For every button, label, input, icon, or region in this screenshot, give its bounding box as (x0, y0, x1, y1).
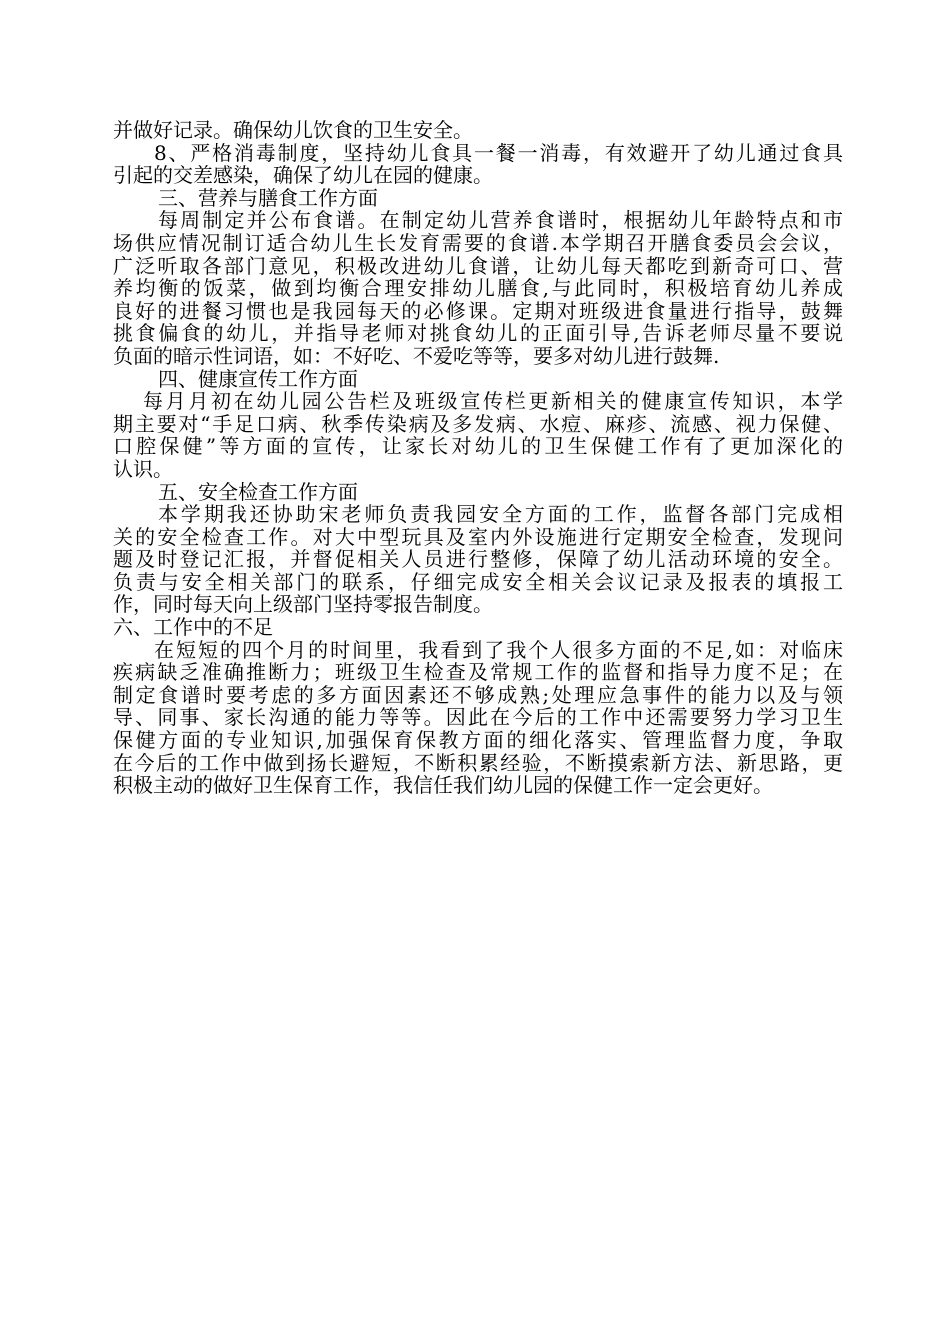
paragraph-line: 关的安全检查工作。对大中型玩具及室内外设施进行定期安全检查，发现问 (113, 525, 843, 549)
paragraph-line: 广泛听取各部门意见，积极改进幼儿食谱，让幼儿每天都吃到新奇可口、营 (113, 254, 843, 278)
paragraph-line: 养均衡的饭菜，做到均衡合理安排幼儿膳食,与此同时，积极培育幼儿养成 (113, 277, 843, 300)
paragraph-line: 导、同事、家长沟通的能力等等。因此在今后的工作中还需要努力学习卫生 (113, 706, 843, 730)
paragraph-line: 作，同时每天向上级部门坚持零报告制度。 (113, 593, 493, 617)
paragraph-line: 疾病缺乏准确推断力；班级卫生检查及常规工作的监督和指导力度不足；在 (113, 661, 843, 684)
paragraph-line: 负面的暗示性词语，如：不好吃、不爱吃等等，要多对幼儿进行鼓舞. (113, 344, 720, 368)
paragraph-line: 口腔保健”等方面的宣传，让家长对幼儿的卫生保健工作有了更加深化的 (113, 435, 843, 458)
paragraph-line: 在今后的工作中做到扬长避短，不断积累经验，不断摸索新方法、新思路，更 (113, 751, 843, 775)
paragraph-line: 每周制定并公布食谱。在制定幼儿营养食谱时，根据幼儿年龄特点和市 (158, 209, 843, 232)
paragraph-line: 引起的交差感染，确保了幼儿在园的健康。 (113, 164, 493, 187)
paragraph-line: 每月月初在幼儿园公告栏及班级宣传栏更新相关的健康宣传知识，本学 (143, 390, 843, 413)
paragraph-line: 本学期我还协助宋老师负责我园安全方面的工作，监督各部门完成相 (158, 503, 843, 526)
section-heading: 四、健康宣传工作方面 (158, 367, 358, 391)
paragraph-line: 在短短的四个月的时间里，我看到了我个人很多方面的不足,如：对临床 (154, 638, 843, 662)
paragraph-line: 认识。 (113, 457, 173, 481)
paragraph-line: 负责与安全相关部门的联系，仔细完成安全相关会议记录及报表的填报工 (113, 570, 843, 594)
section-heading: 五、安全检查工作方面 (158, 480, 358, 504)
paragraph-line: 挑食偏食的幼儿，并指导老师对挑食幼儿的正面引导,告诉老师尽量不要说 (113, 322, 843, 345)
paragraph-line: 8、严格消毒制度，坚持幼儿食具一餐一消毒，有效避开了幼儿通过食具 (154, 141, 843, 165)
section-heading: 三、营养与膳食工作方面 (158, 186, 378, 210)
paragraph-line: 并做好记录。确保幼儿饮食的卫生安全。 (113, 119, 473, 142)
paragraph-line: 积极主动的做好卫生保育工作，我信任我们幼儿园的保健工作一定会更好。 (113, 774, 773, 797)
paragraph-line: 保健方面的专业知识,加强保育保教方面的细化落实、管理监督力度，争取 (113, 729, 843, 752)
paragraph-line: 场供应情况制订适合幼儿生长发育需要的食谱.本学期召开膳食委员会会议， (113, 231, 843, 255)
section-heading: 六、工作中的不足 (113, 616, 273, 639)
paragraph-line: 良好的进餐习惯也是我园每天的必修课。定期对班级进食量进行指导，鼓舞 (113, 299, 843, 323)
paragraph-line: 制定食谱时要考虑的多方面因素还不够成熟;处理应急事件的能力以及与领 (113, 683, 843, 707)
paragraph-line: 题及时登记汇报，并督促相关人员进行整修，保障了幼儿活动环境的安全。 (113, 548, 843, 571)
document-body (113, 119, 843, 797)
paragraph-line: 期主要对“手足口病、秋季传染病及多发病、水痘、麻疹、流感、视力保健、 (113, 412, 843, 436)
